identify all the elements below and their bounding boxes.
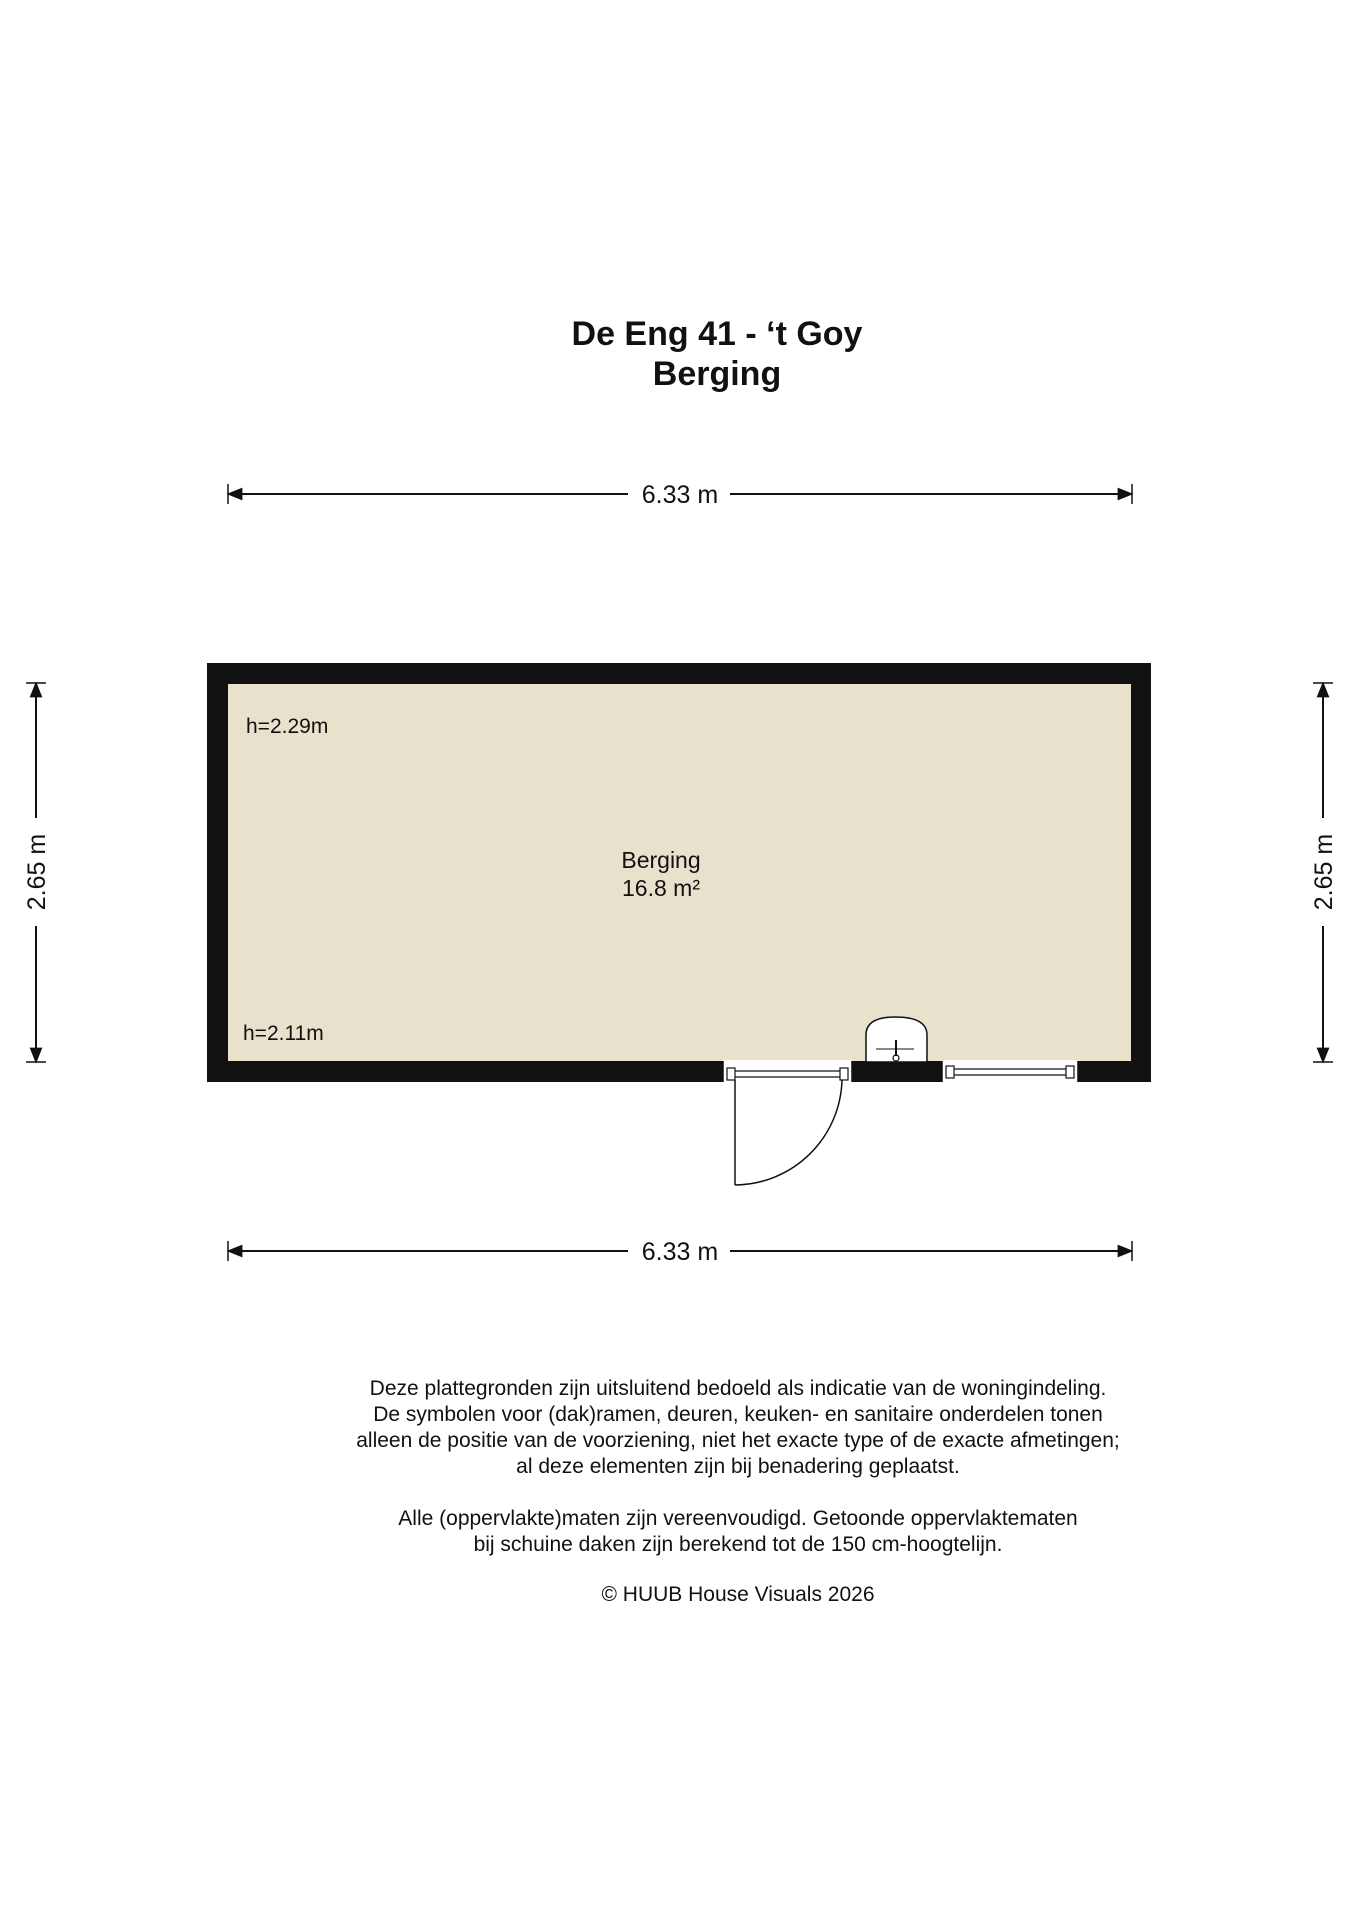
- window-opening: [942, 1060, 1078, 1084]
- disclaimer-line: alleen de positie van de voorziening, niet het exacte type of de exacte afmetingen;: [356, 1429, 1120, 1452]
- room-area: 16.8 m²: [622, 875, 700, 901]
- disclaimer-paragraph-1: [0, 1376, 1358, 1480]
- disclaimer-line: Alle (oppervlakte)maten zijn vereenvoudigd. Getoonde oppervlaktematen: [398, 1507, 1078, 1530]
- ceiling-height-bottom: h=2.11m: [243, 1022, 324, 1045]
- sink-icon: [866, 1017, 927, 1062]
- copyright: © HUUB House Visuals 2026: [601, 1583, 875, 1606]
- dimension-top: [228, 481, 1132, 509]
- ceiling-height-top: h=2.29m: [246, 715, 329, 738]
- dimension-bottom: [228, 1238, 1132, 1266]
- dimension-left-label: 2.65 m: [23, 833, 51, 911]
- disclaimer-line: bij schuine daken zijn berekend tot de 150 cm-hoogtelijn.: [473, 1533, 1003, 1556]
- plan-subtitle: Berging: [652, 355, 782, 393]
- dimension-top-label: 6.33 m: [641, 481, 719, 509]
- disclaimer-line: De symbolen voor (dak)ramen, deuren, keuken- en sanitaire onderdelen tonen: [373, 1403, 1103, 1426]
- door-opening: [723, 1060, 852, 1084]
- disclaimer-paragraph-2: [0, 1506, 1358, 1558]
- disclaimer-line: al deze elementen zijn bij benadering geplaatst.: [516, 1455, 960, 1478]
- dimension-bottom-label: 6.33 m: [641, 1238, 719, 1266]
- room-name: Berging: [621, 847, 701, 873]
- dimension-right-label: 2.65 m: [1310, 833, 1338, 911]
- disclaimer-line: Deze plattegronden zijn uitsluitend bedoeld als indicatie van de woningindeling.: [369, 1377, 1107, 1400]
- dimension-left: [23, 683, 51, 1062]
- dimension-right: [1310, 683, 1338, 1062]
- plan-title: De Eng 41 - ‘t Goy: [571, 315, 863, 353]
